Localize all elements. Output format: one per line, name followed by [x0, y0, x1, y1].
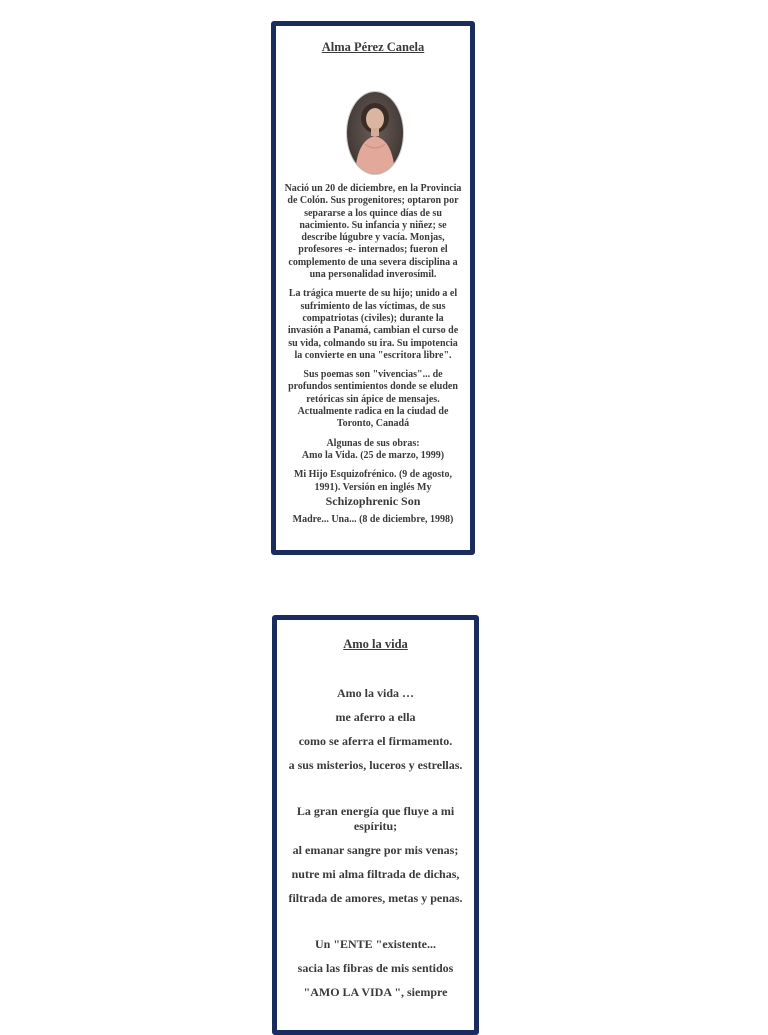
- stanza-break: [287, 782, 464, 804]
- work-madre-una: Madre... Una... (8 de diciembre, 1998): [292, 514, 454, 526]
- poem-line: "AMO LA VIDA ", siempre: [303, 985, 448, 999]
- author-bio: [284, 183, 462, 533]
- poem-line: al emanar sangre por mis venas;: [292, 843, 459, 857]
- bio-paragraph-birth: Nació un 20 de diciembre, en la Provincia de Colón. Sus progenitores; optaron por separarse a los quince días de su nacimiento. Su infancia y niñez; se describe lúgubre y vacía. Monjas, profesores -e- internados; fueron el complemento de una severa disciplina a una personalidad inverosímil.: [284, 183, 462, 281]
- poem-line: Un "ENTE "existente...: [315, 937, 436, 951]
- poem-line: a sus misterios, luceros y estrellas.: [288, 758, 463, 772]
- author-bio-card: [271, 21, 475, 555]
- poem-body: [287, 686, 464, 1009]
- poem-line: Amo la vida …: [336, 686, 414, 700]
- bio-paragraph-tragedy: La trágica muerte de su hijo; unido a el sufrimiento de las víctimas, de sus compatriotas (civiles); durante la invasión a Panamá, cambian el curso de su vida, colmando su ira. Su impotencia la convierte en una "escritora libre".: [287, 288, 459, 361]
- poem-line: filtrada de amores, metas y penas.: [288, 891, 463, 905]
- work-mi-hijo-english: Schizophrenic Son: [325, 493, 421, 508]
- poem-title: Amo la vida: [343, 637, 408, 651]
- author-name-title: Alma Pérez Canela: [321, 40, 425, 54]
- works-heading: Algunas de sus obras:: [326, 437, 420, 449]
- poem-line: me aferro a ella: [335, 710, 416, 724]
- poem-line: como se aferra el firmamento.: [298, 734, 453, 748]
- poem-card: [272, 615, 479, 1035]
- poem-line: sacia las fibras de mis sentidos: [297, 961, 454, 975]
- portrait-image: [347, 92, 403, 174]
- work-mi-hijo: Mi Hijo Esquizofrénico. (9 de agosto, 1991). Versión en inglés My: [293, 469, 453, 493]
- poem-line: nutre mi alma filtrada de dichas,: [291, 867, 460, 881]
- work-amo-la-vida: Amo la Vida. (25 de marzo, 1999): [301, 449, 445, 461]
- author-portrait: [347, 92, 403, 174]
- poem-line: La gran energía que fluye a mi espíritu;: [296, 804, 455, 833]
- stanza-break: [287, 915, 464, 937]
- bio-paragraph-poems: Sus poemas son "vivencias"... de profundos sentimientos donde se eluden retóricas sin ápice de mensajes. Actualmente radica en la ciudad de Toronto, Canadá: [288, 369, 458, 430]
